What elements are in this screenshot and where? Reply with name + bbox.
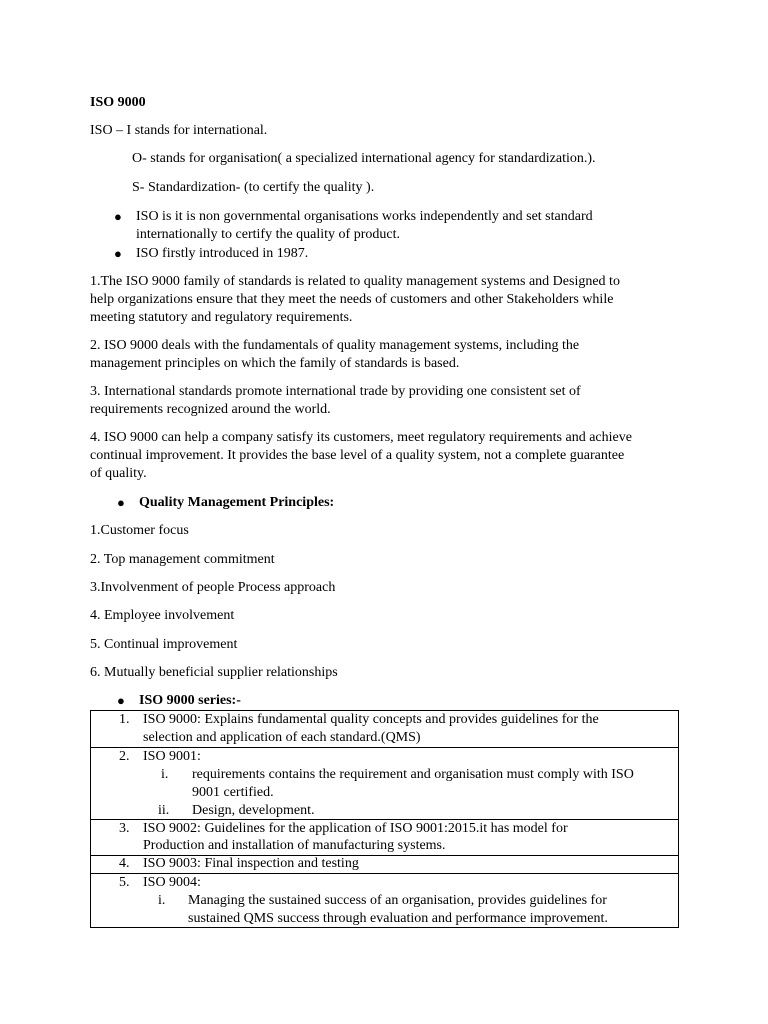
item-number: 4. [119,856,130,871]
paragraph-3-line-1: 3. International standards promote international trade by providing one consistent set of [90,384,581,399]
item-number: 3. [119,821,130,836]
item-number: 1. [119,712,130,727]
table-cell [91,711,679,748]
table-cell [91,748,679,820]
table-row [91,856,679,874]
principle-item: 1.Customer focus [90,523,189,538]
paragraph-1-line-2: help organizations ensure that they meet the needs of customers and other Stakeholders while [90,292,614,307]
table-row [91,748,679,820]
series-heading: ISO 9000 series:- [139,693,241,708]
table-row [91,874,679,928]
item-line: ISO 9001: [143,749,201,764]
item-line: selection and application of each standard.(QMS) [143,730,421,745]
document-title: ISO 9000 [90,95,146,110]
subitem-number: i. [161,767,169,782]
item-line: Production and installation of manufacturing systems. [143,838,446,853]
item-number: 5. [119,875,130,890]
paragraph-4-line-3: of quality. [90,466,147,481]
paragraph-2-line-2: management principles on which the family of standards is based. [90,356,460,371]
subitem-number: ii. [158,803,170,818]
item-number: 2. [119,749,130,764]
paragraph-2-line-1: 2. ISO 9000 deals with the fundamentals of quality management systems, including the [90,338,580,353]
paragraph-3-line-2: requirements recognized around the world. [90,402,331,417]
table-cell [91,820,679,856]
table-cell [91,874,679,928]
bullet-2-line-1: ISO firstly introduced in 1987. [136,246,309,261]
subitem-line: sustained QMS success through evaluation and performance improvement. [188,911,608,926]
iso-series-table [90,710,679,928]
subitem-line: Design, development. [192,803,315,818]
principle-item: 3.Involvenment of people Process approach [90,580,336,595]
subitem-line: Managing the sustained success of an organisation, provides guidelines for [188,893,607,908]
bullet-1-line-1: ISO is it is non governmental organisations works independently and set standard [136,209,593,224]
item-line: ISO 9004: [143,875,201,890]
paragraph-1-line-3: meeting statutory and regulatory requirements. [90,310,353,325]
principle-item: 5. Continual improvement [90,637,238,652]
bullet-dot-icon: ● [114,209,122,224]
principle-item: 2. Top management commitment [90,552,275,567]
subitem-line: 9001 certified. [192,785,274,800]
table-row [91,820,679,856]
item-line: ISO 9000: Explains fundamental quality concepts and provides guidelines for the [143,712,599,727]
bullet-1-line-2: internationally to certify the quality of product. [136,227,400,242]
bullet-dot-icon: ● [117,495,125,510]
iso-def-s: S- Standardization- (to certify the quality ). [132,180,375,195]
iso-def-o: O- stands for organisation( a specialized international agency for standardization.). [132,151,596,166]
subitem-number: i. [158,893,166,908]
paragraph-4-line-1: 4. ISO 9000 can help a company satisfy its customers, meet regulatory requirements and achieve [90,430,632,445]
principle-item: 6. Mutually beneficial supplier relationships [90,665,338,680]
principles-heading: Quality Management Principles: [139,495,335,510]
paragraph-1-line-1: 1.The ISO 9000 family of standards is related to quality management systems and Designed to [90,274,620,289]
table-cell [91,856,679,874]
bullet-dot-icon: ● [117,693,125,708]
iso-def-i: ISO – I stands for international. [90,123,268,138]
bullet-dot-icon: ● [114,246,122,261]
principle-item: 4. Employee involvement [90,608,235,623]
item-line: ISO 9002: Guidelines for the application of ISO 9001:2015.it has model for [143,821,568,836]
subitem-line: requirements contains the requirement and organisation must comply with ISO [192,767,634,782]
paragraph-4-line-2: continual improvement. It provides the base level of a quality system, not a complete guarantee [90,448,625,463]
table-row [91,711,679,748]
item-line: ISO 9003: Final inspection and testing [143,856,359,871]
